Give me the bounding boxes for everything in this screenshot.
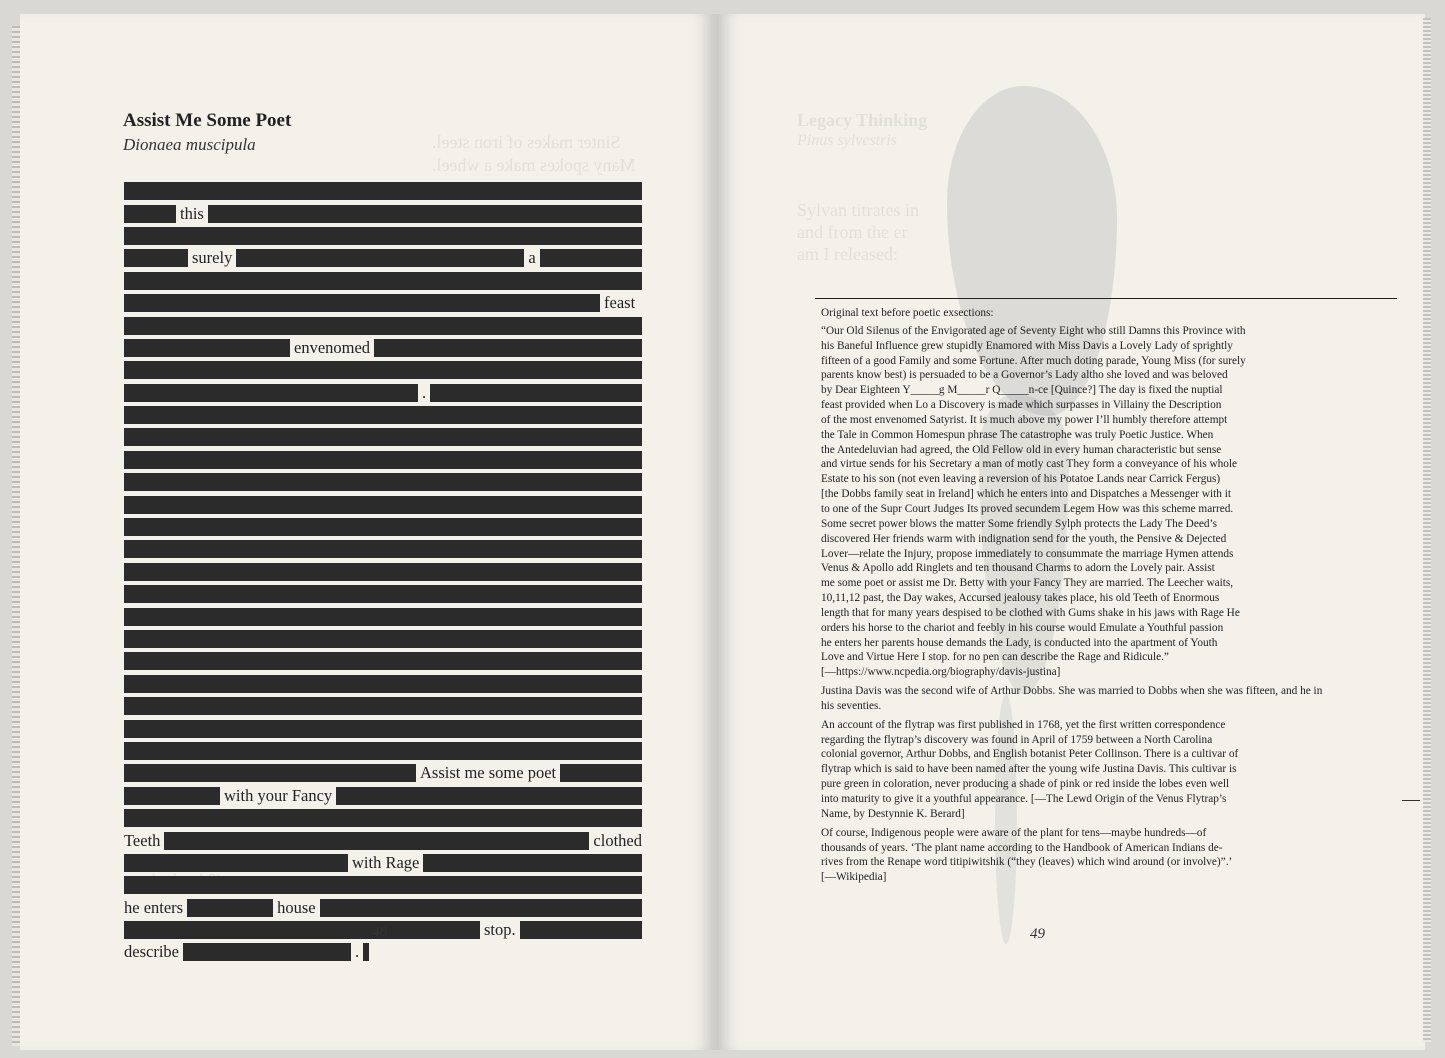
quote-line: Love and Virtue Here I stop. for no pen can describe the Rage and Ridicule.”: [821, 651, 1169, 664]
poem-word: Teeth: [124, 830, 161, 850]
bleed-through-text: and from the er: [797, 222, 908, 242]
redacted-line: [124, 628, 642, 650]
poem-word: house: [277, 897, 316, 917]
page-number: 48: [372, 924, 387, 940]
quote-line: he enters her parents house demands the Lady, is conducted into the apartment of Youth: [821, 636, 1218, 649]
quote-line: “Our Old Silenus of the Envigorated age of Seventy Eight who still Damns this Province with: [821, 324, 1246, 337]
page-edges-right: [1423, 18, 1431, 1042]
poem-line: [124, 852, 642, 874]
poem-line: [124, 292, 642, 314]
bleed-through-text: Many spokes make a wheel.: [432, 155, 636, 175]
redacted-line: [124, 225, 642, 247]
redacted-line: [124, 561, 642, 583]
text-line: regarding the flytrap’s discovery was found in April of 1759 between a North Carolina: [821, 733, 1213, 746]
redacted-line: [124, 471, 642, 493]
poem-word: with your Fancy: [224, 785, 333, 805]
quote-line: Estate to his son (not even leaving a reversion of his Potatoe Lands near Carrick Fergus): [821, 473, 1221, 486]
redacted-line: [124, 673, 642, 695]
redacted-line: [124, 270, 642, 292]
quote-line: the Tale in Common Homespun phrase The catastrophe was truly Poetic Justice. When: [821, 428, 1214, 441]
redacted-line: [124, 493, 642, 515]
poem-word: a: [528, 248, 536, 268]
text-line: [—Wikipedia]: [821, 871, 887, 884]
bleed-through-text: Sylvan titrates in: [797, 200, 919, 220]
quote-line: [the Dobbs family seat in Ireland] which he enters into and Dispatches a Messenger with it: [821, 488, 1232, 501]
bleed-through-text: Legacy Thinking: [797, 110, 928, 130]
paragraph-indigenous: [821, 826, 1329, 885]
poem-subtitle: Dionaea muscipula: [123, 135, 256, 154]
quote-line: Some secret power blows the matter Some friendly Sylph protects the Lady The Deed’s: [821, 517, 1218, 530]
redacted-line: [124, 695, 642, 717]
poem-title: Assist Me Some Poet: [123, 110, 292, 131]
quote-line: Lover—relate the Injury, propose immediately to consummate the marriage Hymen attends: [821, 547, 1234, 560]
quote-line: parents know best) is persuaded to be a Governor’s Lady altho she loved and was beloved: [821, 369, 1228, 382]
quote-line: 10,11,12 past, the Day wakes, Accursed jealousy takes place, his old Teeth of Enormous: [821, 592, 1220, 605]
paragraph-justina: Justina Davis was the second wife of Arthur Dobbs. She was married to Dobbs when she was fifteen, and he in his seventies.: [821, 685, 1323, 712]
redacted-line: [124, 605, 642, 627]
quote-line: of the most envenomed Satyrist. It is much above my power I’ll humbly therefore attempt: [821, 413, 1228, 426]
poem-line: [124, 941, 642, 963]
poem-word: Assist me some poet: [420, 763, 557, 783]
poem-line: [124, 762, 642, 784]
quote-line: orders his horse to the chariot and feebly in his course would Emulate a Youthful passion: [821, 621, 1224, 634]
redacted-line: [124, 874, 642, 896]
redacted-line: [124, 516, 642, 538]
side-rule: [1402, 800, 1420, 801]
quote-line: to one of the Supr Court Judges Its proved secundem Legem How was this scheme marred.: [821, 502, 1234, 515]
poem-line: [124, 829, 642, 851]
poem-word: describe: [124, 942, 179, 962]
book-spread: [20, 14, 1425, 1050]
poem-word: this: [180, 203, 204, 223]
poem-word: .: [354, 942, 360, 962]
quote-block: [821, 324, 1329, 680]
quote-line: fifteen of a good Family and some Fortune. After much doting parade, Young Miss (for surely: [821, 354, 1246, 367]
quote-line: his Baneful Influence grew stupidly Enamored with Miss Davis a Lovely Lady of sprightly: [821, 339, 1233, 352]
redacted-line: [124, 740, 642, 762]
quote-line: the Antedeluvian had agreed, the Old Fellow old in every human characteristic but sense: [821, 443, 1222, 456]
poem-line: [124, 897, 642, 919]
bleed-through-text: Pinus sylvestris: [797, 132, 897, 149]
redacted-line: [124, 717, 642, 739]
text-line: rives from the Renape word titipiwitshik (“they (leaves) which wind around (or involve)”.’: [821, 856, 1233, 869]
poem-word: stop.: [484, 920, 516, 940]
redacted-line: [124, 426, 642, 448]
source-citation: [—https://www.ncpedia.org/biography/davis-justina]: [821, 666, 1061, 679]
page-number: 49: [1030, 926, 1045, 942]
text-line: flytrap which is said to have been named after the young wife Justina Davis. This cultivar is: [821, 763, 1237, 776]
divider-rule: [815, 298, 1397, 299]
quote-line: and virtue sends for his Secretary a man of motly cast They form a conveyance of his whole: [821, 458, 1238, 471]
original-text-block: [821, 306, 1329, 885]
poem-word: clothed: [593, 830, 642, 850]
text-line: An account of the flytrap was first published in 1768, yet the first written correspondence: [821, 718, 1226, 731]
poem-word: he enters: [124, 897, 184, 917]
poem-word: with Rage: [352, 852, 420, 872]
redacted-line: [124, 180, 642, 202]
text-line: pure green in coloration, never producing a shade of pink or red inside the lobes even well: [821, 778, 1230, 791]
redacted-line: [124, 583, 642, 605]
redacted-line: [124, 538, 642, 560]
poem-word: envenomed: [294, 337, 371, 357]
poem-line: [124, 337, 642, 359]
poem-line: [124, 247, 642, 269]
blackout-poem: [124, 180, 642, 964]
redacted-line: [124, 807, 642, 829]
bleed-through-text: Sinter makes of iron steel.: [432, 132, 621, 152]
poem-line: [124, 202, 642, 224]
text-line: into maturity to give it a youthful appearance. [—The Lewd Origin of the Venus Flytrap’s: [821, 793, 1227, 805]
redacted-line: [124, 314, 642, 336]
quote-line: Venus & Apollo add Ringlets and ten thousand Charms to adorn the Lovely pair. Assist: [821, 562, 1215, 575]
page-edges-left: [12, 26, 20, 1046]
text-line: Name, by Destynnie K. Berard]: [821, 807, 965, 820]
quote-line: by Dear Eighteen Y_____g M_____r Q_____n-ce [Quince?] The day is fixed the nuptial: [821, 384, 1223, 397]
left-page: [20, 14, 715, 1050]
quote-line: discovered Her friends warm with indignation send for the youth, the Pensive & Dejected: [821, 532, 1227, 545]
text-line: colonial governor, Arthur Dobbs, and English botanist Peter Collinson. There is a cultivar of: [821, 748, 1239, 761]
redacted-line: [124, 650, 642, 672]
text-line: thousands of years. ‘The plant name according to the Handbook of American Indians de-: [821, 841, 1223, 854]
poem-word: feast: [604, 293, 636, 313]
poem-line: [124, 382, 642, 404]
bleed-through-text: am I released:: [797, 244, 898, 264]
quote-line: me some poet or assist me Dr. Betty with your Fancy They are married. The Leecher waits,: [821, 577, 1234, 590]
paragraph-flytrap-account: [821, 718, 1329, 822]
text-line: Of course, Indigenous people were aware of the plant for tens—maybe hundreds—of: [821, 826, 1207, 839]
poem-word: surely: [192, 248, 233, 268]
quote-line: length that for many years despised to be clothed with Gums shake in his jaws with Rage He: [821, 606, 1240, 619]
right-page: [717, 14, 1425, 1050]
intro-line: Original text before poetic exsections:: [821, 307, 994, 319]
redacted-line: [124, 404, 642, 426]
redacted-line: [124, 449, 642, 471]
quote-line: feast provided when Lo a Discovery is made which surpasses in Villainy the Description: [821, 399, 1222, 412]
poem-word: .: [422, 382, 427, 402]
poem-line: [124, 785, 642, 807]
redacted-line: [124, 359, 642, 381]
